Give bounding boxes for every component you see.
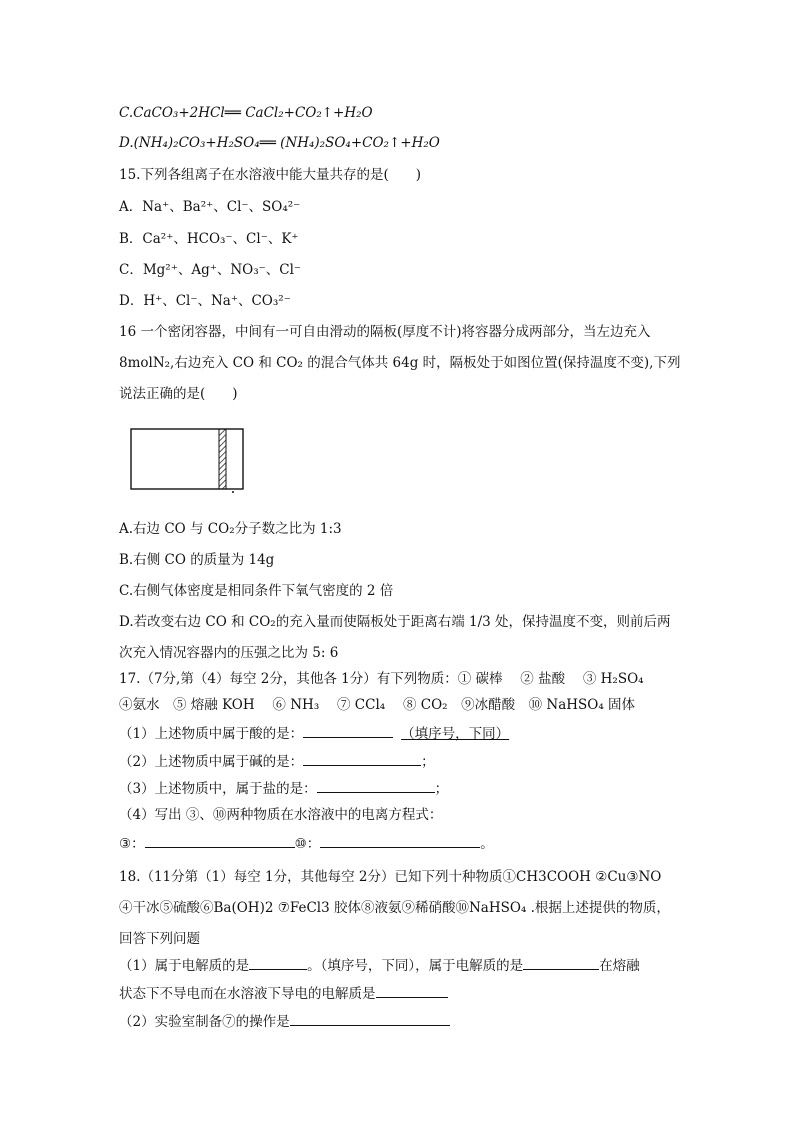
answer-blank-electrolytes-2[interactable] xyxy=(523,955,599,970)
answer-blank-colloid-prep[interactable] xyxy=(290,1011,450,1026)
question-17-part-2 xyxy=(119,751,435,771)
question-15-option-d: D．H⁺、Cl⁻、Na⁺、CO₃²⁻ xyxy=(119,293,291,309)
question-16-stem-line-1: 16 一个密闭容器，中间有一可自由滑动的隔板(厚度不计)将容器分成两部分，当左边充入 xyxy=(119,324,651,340)
container-diagram xyxy=(130,428,248,494)
part-1-prompt: （1）属于电解质的是 xyxy=(119,958,250,974)
question-15-stem: 15.下列各组离子在水溶液中能大量共存的是( ) xyxy=(119,167,422,183)
question-17-part-4: （4）写出 ③、⑩两种物质在水溶液中的电离方程式： xyxy=(119,807,443,823)
answer-blank-equation-3[interactable] xyxy=(145,833,295,848)
part-2-end: ； xyxy=(421,754,435,770)
part-2-prompt: （2）上述物质中属于碱的是： xyxy=(119,754,304,770)
question-18-part-2 xyxy=(119,1011,450,1031)
part-2-prompt: （2）实验室制备⑦的操作是 xyxy=(119,1014,290,1030)
partition-marker xyxy=(232,491,234,493)
part-1-mid: 。（填序号，下同），属于电解质的是 xyxy=(307,958,524,974)
partition-plate xyxy=(219,429,226,489)
question-17-part-3 xyxy=(119,778,448,798)
part-1-note: （填序号，下同） xyxy=(401,726,510,742)
question-16-option-c: C.右侧气体密度是相同条件下氧气密度的 2 倍 xyxy=(119,583,394,599)
part-3-prompt: （3）上述物质中，属于盐的是： xyxy=(119,781,317,797)
question-16-option-b: B.右侧 CO 的质量为 14g xyxy=(119,552,275,568)
label-substance-3: ③： xyxy=(119,836,145,852)
question-18-stem-line-3: 回答下列问题 xyxy=(119,931,200,947)
question-18-part-1-cont xyxy=(119,983,448,1003)
option-d-equation: D.(NH₄)₂CO₃+H₂SO₄══ (NH₄)₂SO₄+CO₂↑+H₂O xyxy=(119,135,440,151)
question-17-stem-line-1: 17.（7分,第（4）每空 2分，其他各 1分）有下列物质：① 碳棒 ② 盐酸 ③ H₂SO₄ xyxy=(119,671,644,687)
question-18-part-1 xyxy=(119,955,640,975)
part-1-tail: 在熔融 xyxy=(599,958,640,974)
question-15-option-b: B．Ca²⁺、HCO₃⁻、Cl⁻、K⁺ xyxy=(119,231,299,247)
part-1-prompt: （1）上述物质中属于酸的是： xyxy=(119,726,304,742)
part-3-end: ； xyxy=(434,781,449,797)
answer-blank-equation-10[interactable] xyxy=(320,833,480,848)
answer-blank-aqueous-electrolyte[interactable] xyxy=(376,983,448,998)
label-substance-10: ⑩： xyxy=(294,836,321,852)
question-17-part-4-blanks xyxy=(119,833,494,853)
question-17-part-1 xyxy=(119,723,513,743)
answer-blank-acids[interactable] xyxy=(303,723,393,738)
answer-blank-electrolytes[interactable] xyxy=(249,955,307,970)
answer-blank-salts[interactable] xyxy=(317,778,435,793)
question-18-stem-line-2: ④干冰⑤硫酸⑥Ba(OH)2 ⑦FeCl3 胶体⑧液氨⑨稀硝酸⑩NaHSO₄ .根据上述提供的物质， xyxy=(119,900,670,916)
period: 。 xyxy=(480,836,494,852)
answer-blank-bases[interactable] xyxy=(303,751,421,766)
question-15-option-c: C．Mg²⁺、Ag⁺、NO₃⁻、Cl⁻ xyxy=(119,262,302,278)
question-16-stem-line-2: 8molN₂,右边充入 CO 和 CO₂ 的混合气体共 64g 时，隔板处于如图位置(保持温度不变),下列 xyxy=(119,355,681,371)
question-16-option-a: A.右边 CO 与 CO₂分子数之比为 1:3 xyxy=(119,521,342,537)
question-15-option-a: A．Na⁺、Ba²⁺、Cl⁻、SO₄²⁻ xyxy=(119,199,301,215)
option-c-equation: C.CaCO₃+2HCl══ CaCl₂+CO₂↑+H₂O xyxy=(119,105,373,121)
question-18-stem-line-1: 18.（11分第（1）每空 1分，其他每空 2分）已知下列十种物质①CH3COOH ②Cu③NO xyxy=(119,869,662,885)
part-1-cont-text: 状态下不导电而在水溶液下导电的电解质是 xyxy=(119,986,376,1002)
question-16-option-d-line-2: 次充入情况容器内的压强之比为 5: 6 xyxy=(119,645,339,661)
question-17-stem-line-2: ④氨水 ⑤ 熔融 KOH ⑥ NH₃ ⑦ CCl₄ ⑧ CO₂ ⑨冰醋酸 ⑩ NaHSO₄ 固体 xyxy=(119,697,636,713)
question-16-option-d-line-1: D.若改变右边 CO 和 CO₂的充入量而使隔板处于距离右端 1/3 处，保持温度不变，则前后两 xyxy=(119,614,671,630)
question-16-stem-line-3: 说法正确的是( ) xyxy=(119,386,238,402)
